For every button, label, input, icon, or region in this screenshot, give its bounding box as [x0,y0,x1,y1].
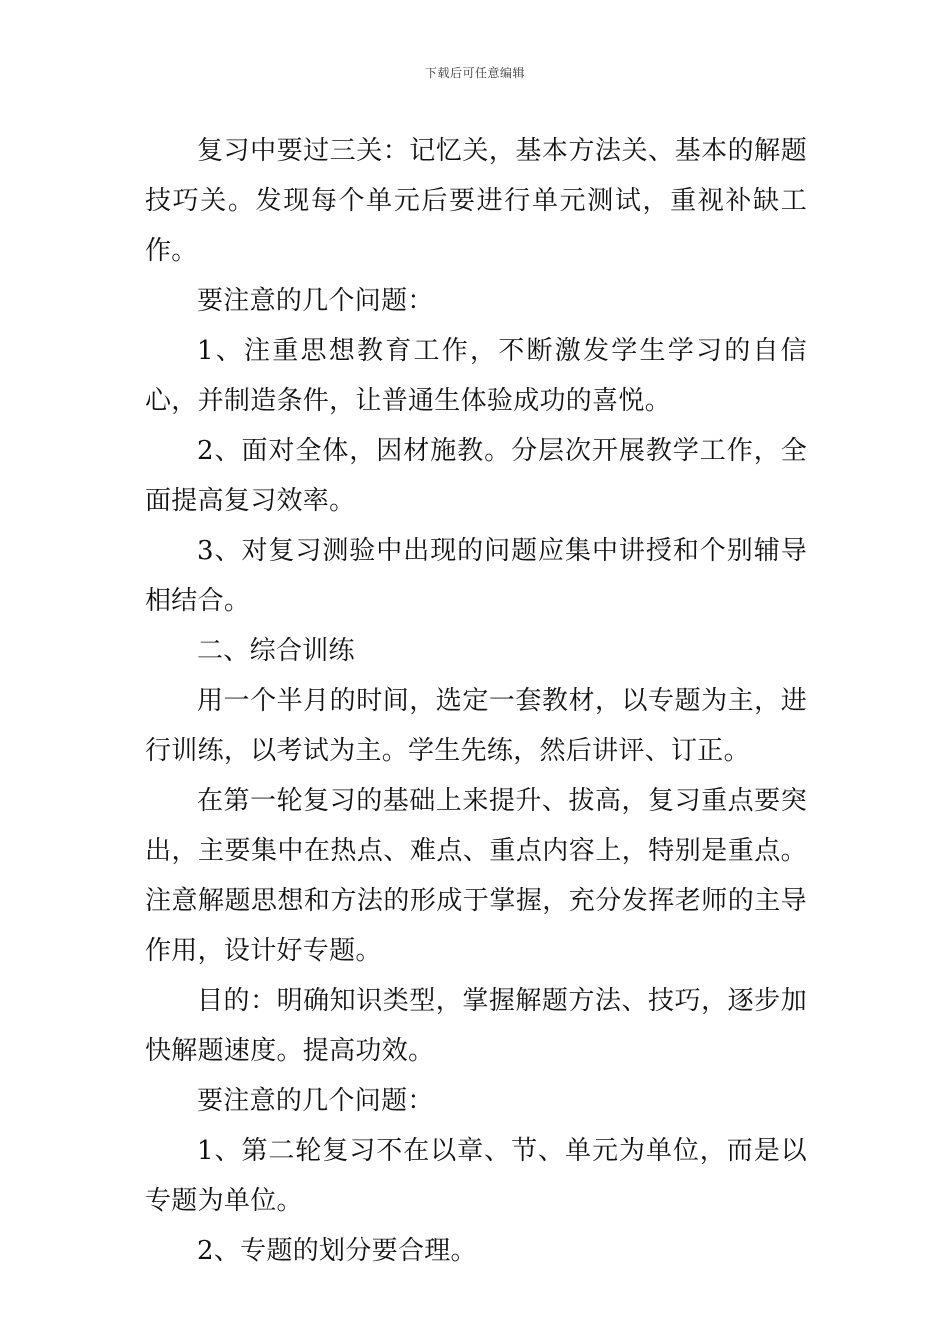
paragraph-item-1: 1、注重思想教育工作，不断激发学生学习的自信心，并制造条件，让普通生体验成功的喜悦。 [145,336,807,416]
paragraph-item-2-second: 2、专题的划分要合理。 [197,1236,477,1266]
page-header: 下载后可任意编辑 [424,66,525,80]
paragraph-training-plan: 用一个半月的时间，选定一套教材，以专题为主，进行训练，以考试为主。学生先练，然后讲评、订正。 [145,686,807,766]
paragraph-purpose: 目的：明确知识类型，掌握解题方法、技巧，逐步加快解题速度。提高功效。 [145,986,807,1066]
paragraph-issues-heading: 要注意的几个问题： [197,286,434,316]
paragraph-review-three-passes: 复习中要过三关：记忆关，基本方法关、基本的解题技巧关。发现每个单元后要进行单元测试，重视补缺工作。 [145,136,807,266]
paragraph-item-2: 2、面对全体，因材施教。分层次开展教学工作，全面提高复习效率。 [145,436,807,516]
paragraph-second-round-focus: 在第一轮复习的基础上来提升、拔高，复习重点要突出，主要集中在热点、难点、重点内容上，特别是重点。注意解题思想和方法的形成于掌握，充分发挥老师的主导作用，设计好专题。 [145,786,807,966]
paragraph-issues-heading-2: 要注意的几个问题： [197,1086,434,1116]
document-body [145,126,807,1276]
paragraph-item-3: 3、对复习测验中出现的问题应集中讲授和个别辅导相结合。 [145,536,807,616]
section-heading-comprehensive-training: 二、综合训练 [197,636,355,666]
paragraph-item-1-second: 1、第二轮复习不在以章、节、单元为单位，而是以专题为单位。 [145,1136,807,1216]
